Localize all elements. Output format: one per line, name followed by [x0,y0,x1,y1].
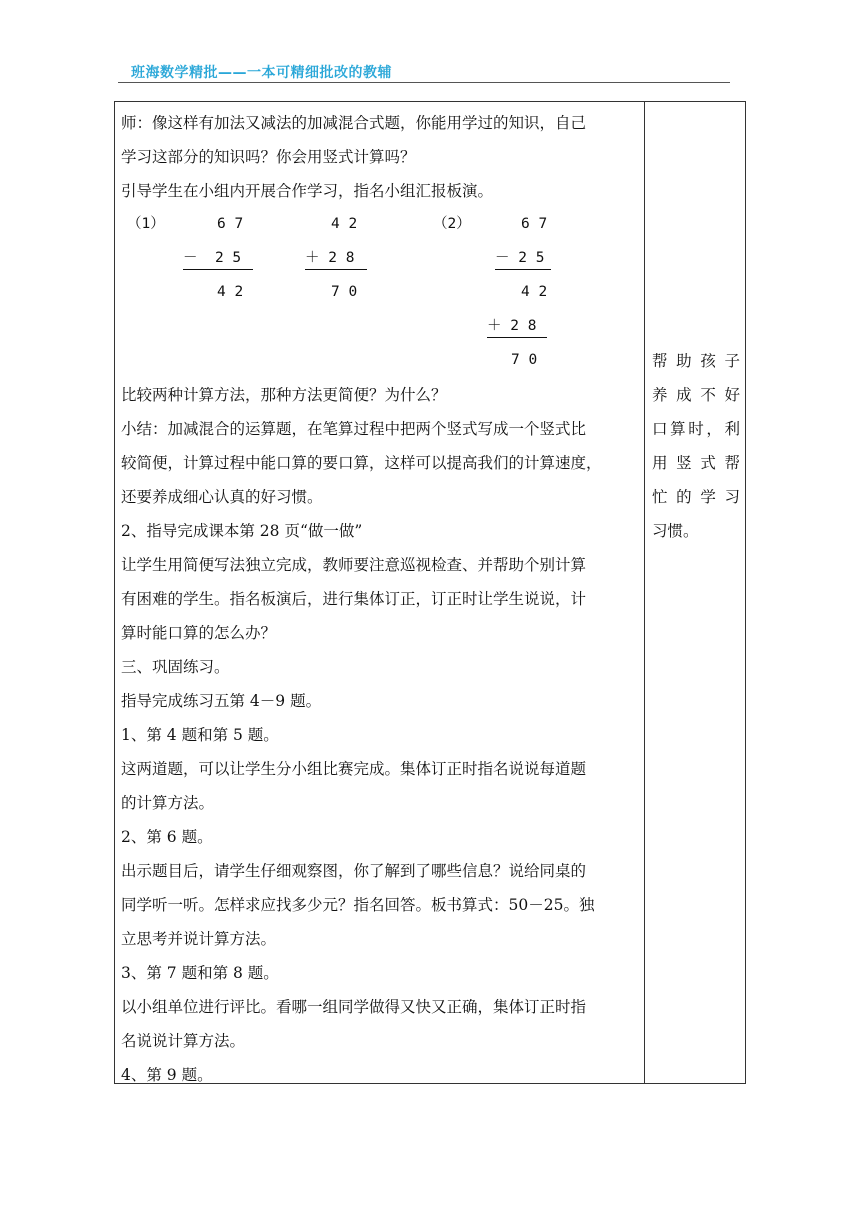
body-line: 2、第 6 题。 [121,828,213,846]
calc-operation: － 2 5 [495,250,545,266]
calc-number: 4 2 [521,284,548,300]
body-line: 2、指导完成课本第 28 页“做一做” [121,522,363,540]
calc-number: 4 2 [331,216,358,232]
side-note-line: 口算时，利 [652,420,740,438]
calc-number: 6 7 [521,216,548,232]
calc-underline [495,269,551,270]
calc-result: 7 0 [511,352,538,368]
body-line: 指导完成练习五第 4－9 题。 [121,692,322,710]
body-line: 三、巩固练习。 [121,658,230,676]
calc-operation: ＋ 2 8 [305,250,355,266]
body-line: 出示题目后，请学生仔细观察图，你了解到了哪些信息？说给同桌的 [121,862,587,880]
side-note-line: 帮助孩子 [652,352,740,370]
calc-underline [305,269,367,270]
page-header-title: 班海数学精批——一本可精细批改的教辅 [131,65,392,81]
calc-operation: － 2 5 [183,250,242,266]
body-line: 名说说计算方法。 [121,1032,246,1050]
calc-label-2: （2） [433,216,471,232]
body-line: 有困难的学生。指名板演后，进行集体订正，订正时让学生说说，计 [121,590,587,608]
body-line: 1、第 4 题和第 5 题。 [121,726,279,744]
calc-operation: ＋ 2 8 [487,318,537,334]
side-note-line: 养成不好 [652,386,740,404]
body-line: 算时能口算的怎么办？ [121,624,277,642]
lesson-content [121,106,641,1092]
calc-result: 7 0 [331,284,358,300]
body-line: 以小组单位进行评比。看哪一组同学做得又快又正确，集体订正时指 [121,998,587,1016]
body-line: 3、第 7 题和第 8 题。 [121,964,279,982]
body-line: 4、第 9 题。 [121,1066,213,1084]
intro-line: 引导学生在小组内开展合作学习，指名小组汇报板演。 [121,182,494,200]
body-line: 还要养成细心认真的好习惯。 [121,488,323,506]
side-note [652,344,740,548]
intro-line: 学习这部分的知识吗？你会用竖式计算吗？ [121,148,416,166]
vertical-calculation [121,208,641,378]
side-note-line: 用竖式帮 [652,454,740,472]
body-line: 比较两种计算方法，那种方法更简便？为什么？ [121,386,447,404]
body-line: 这两道题，可以让学生分小组比赛完成。集体订正时指名说说每道题 [121,760,587,778]
body-line: 较简便，计算过程中能口算的要口算，这样可以提高我们的计算速度， [121,454,602,472]
body-line: 小结：加减混合的运算题，在笔算过程中把两个竖式写成一个竖式比 [121,420,587,438]
side-note-line: 忙的学习 [652,488,740,506]
calc-underline [183,269,253,270]
calc-underline [487,337,547,338]
body-line: 的计算方法。 [121,794,215,812]
side-note-line: 习惯。 [652,522,699,540]
body-line: 同学听一听。怎样求应找多少元？指名回答。板书算式：50－25。独 [121,896,595,914]
calc-label-1: （1） [127,216,165,232]
header-rule [118,82,730,83]
calc-result: 4 2 [217,284,244,300]
intro-line: 师：像这样有加法又减法的加减混合式题，你能用学过的知识，自己 [121,114,587,132]
calc-number: 6 7 [217,216,244,232]
body-line: 立思考并说计算方法。 [121,930,277,948]
column-divider [644,101,645,1084]
body-line: 让学生用简便写法独立完成，教师要注意巡视检查、并帮助个别计算 [121,556,587,574]
